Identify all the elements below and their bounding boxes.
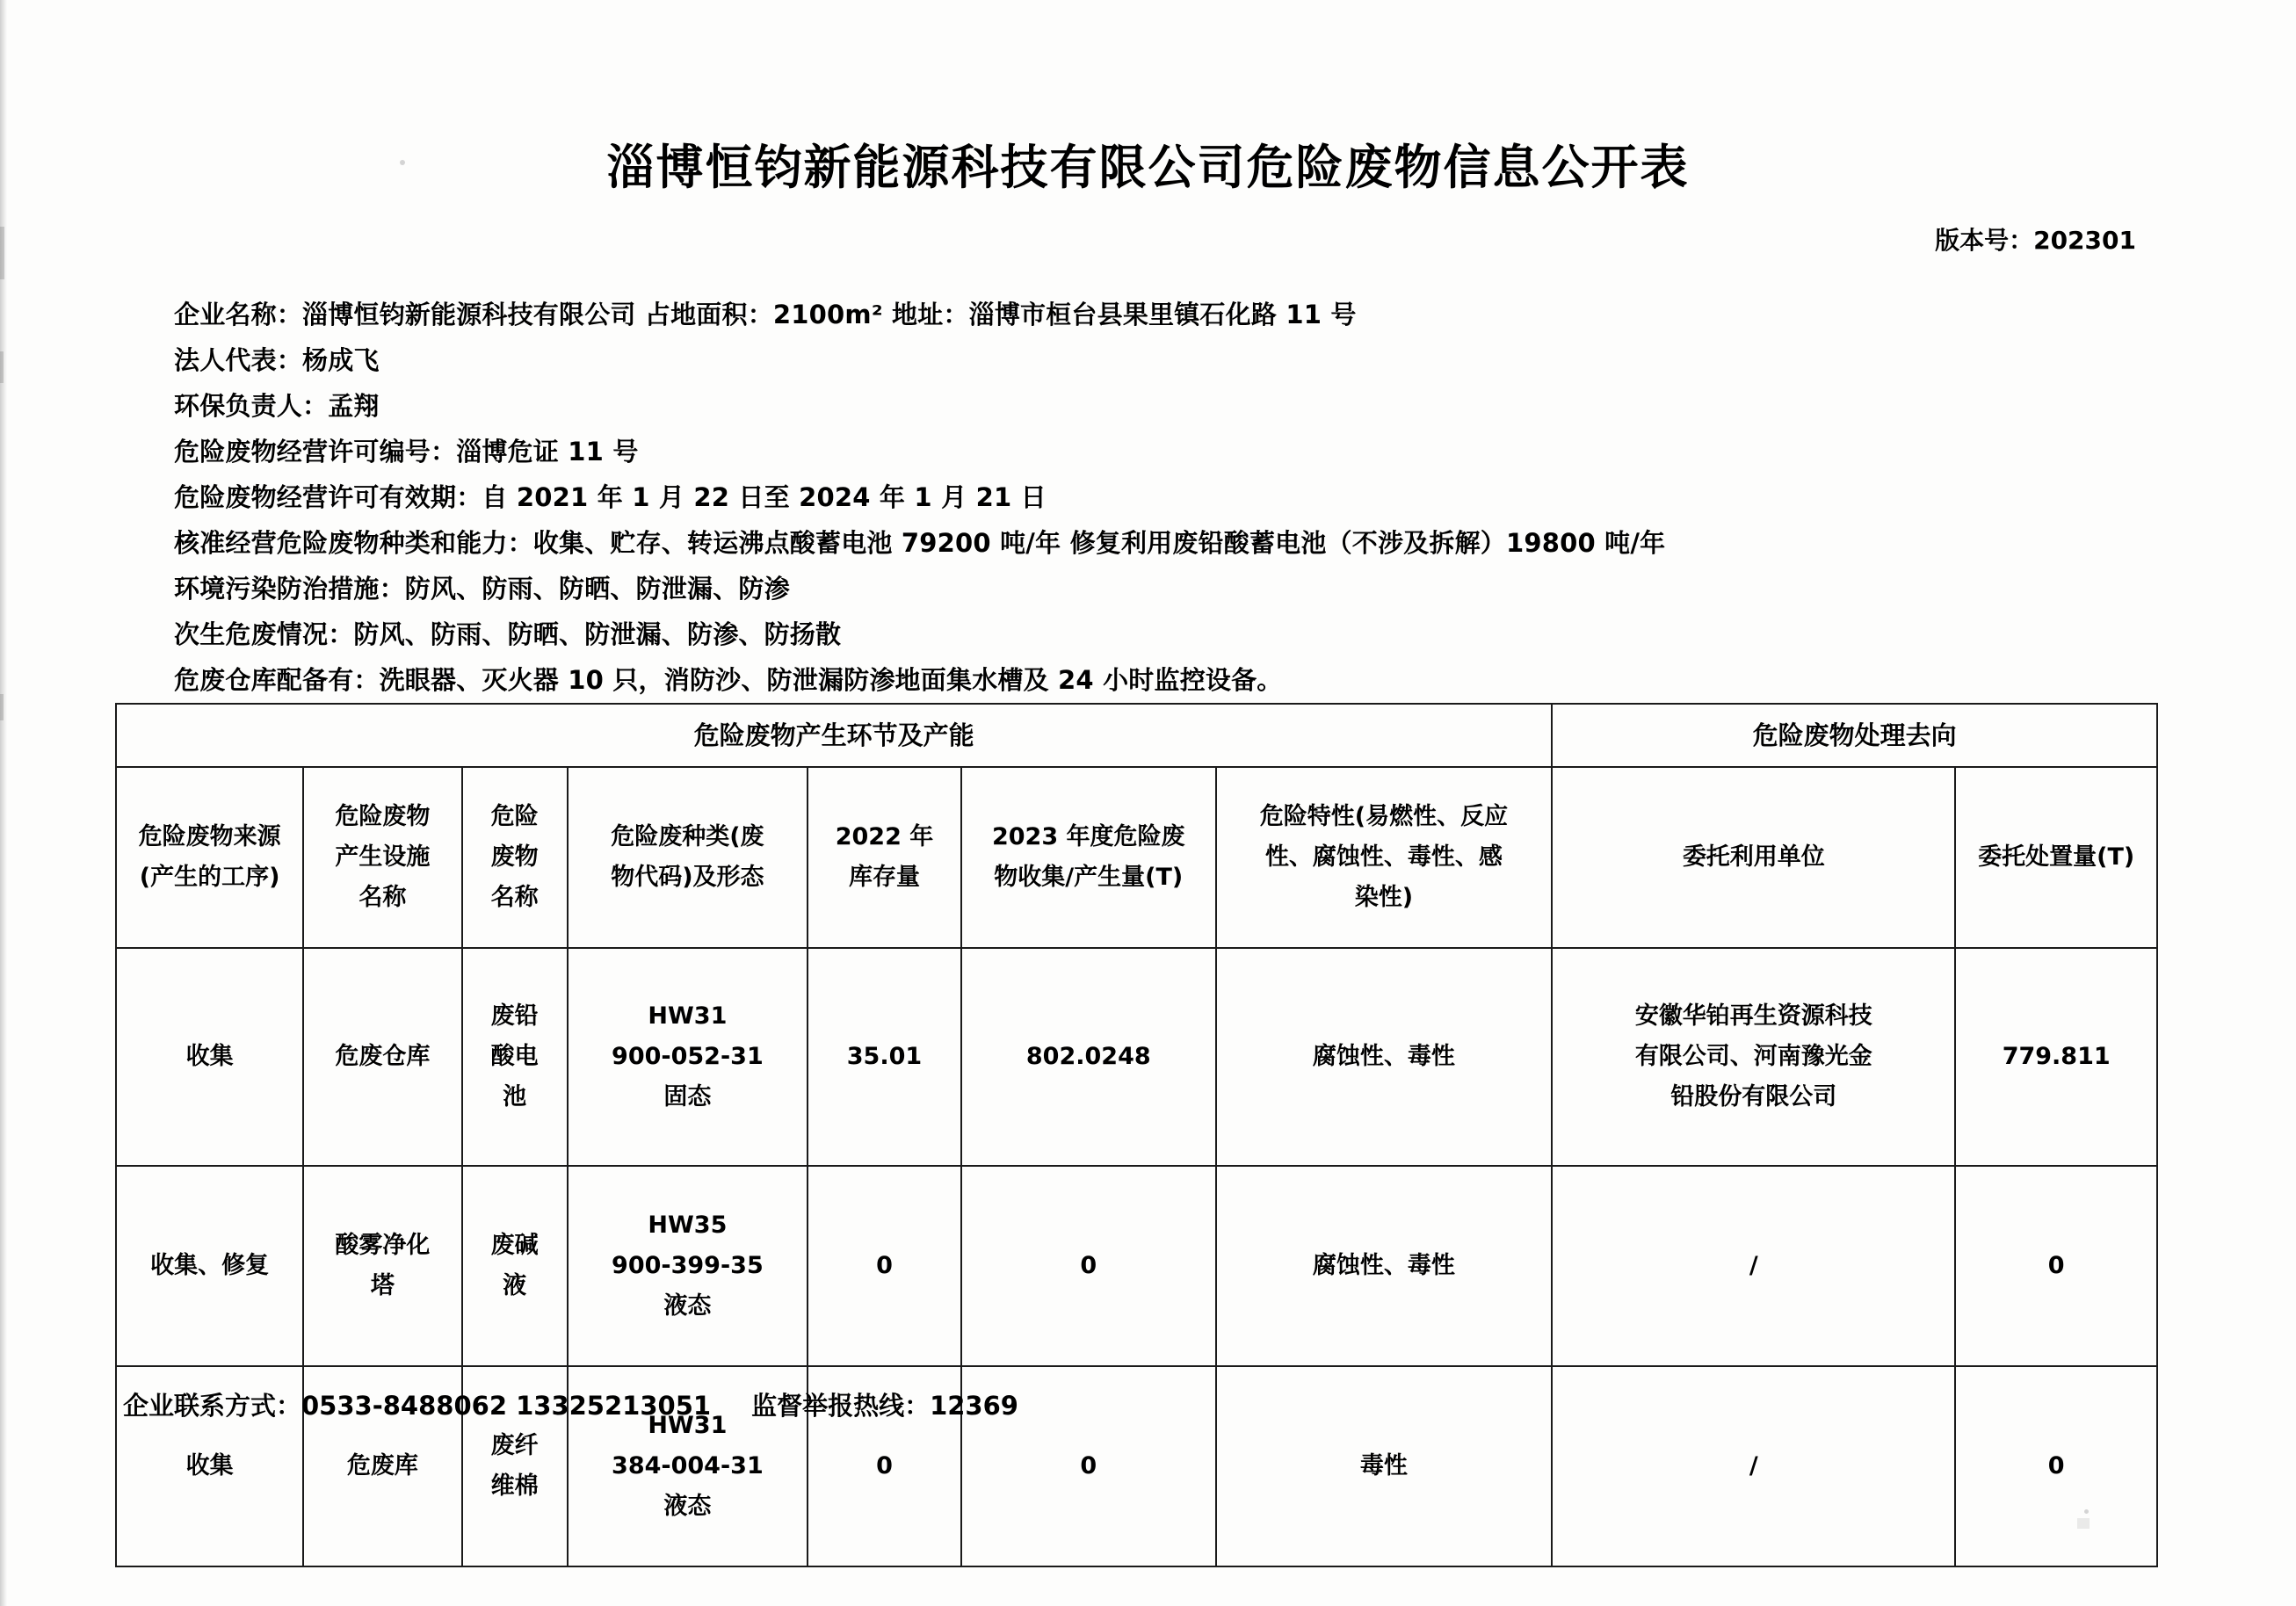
cell-entrusted-unit: /	[1552, 1166, 1955, 1366]
scan-blot-artifact	[0, 694, 4, 720]
cell-stock-2022: 0	[808, 1366, 961, 1566]
column-header-disposal-amount: 委托处置量(T)	[1955, 767, 2157, 948]
info-line-legal-representative: 法人代表：杨成飞	[174, 345, 380, 375]
scan-blot-artifact	[0, 227, 4, 279]
cell-generated-2023: 0	[961, 1166, 1216, 1366]
group-header-generation: 危险废物产生环节及产能	[116, 704, 1552, 767]
info-line-approved-capacity: 核准经营危险废物种类和能力：收集、贮存、转运沸点酸蓄电池 79200 吨/年 修复利用废铅酸蓄电池（不涉及拆解）19800 吨/年	[174, 528, 1666, 558]
cell-stock-2022: 0	[808, 1166, 961, 1366]
cell-hazard-property: 腐蚀性、毒性	[1216, 948, 1553, 1166]
cell-hazard-property: 毒性	[1216, 1366, 1553, 1566]
cell-facility: 危废仓库	[303, 948, 461, 1166]
info-line-warehouse-equipment: 危废仓库配备有：洗眼器、灭火器 10 只，消防沙、防泄漏防渗地面集水槽及 24 小时监控设备。	[174, 665, 1283, 695]
column-header-entrusted-unit: 委托利用单位	[1552, 767, 1955, 948]
cell-source: 收集、修复	[116, 1166, 303, 1366]
table-row	[116, 1166, 2157, 1366]
group-header-disposal: 危险废物处理去向	[1552, 704, 2157, 767]
cell-generated-2023: 802.0248	[961, 948, 1216, 1166]
cell-facility: 危废库	[303, 1366, 461, 1566]
cell-source: 收集	[116, 948, 303, 1166]
info-line-pollution-control: 环境污染防治措施：防风、防雨、防晒、防泄漏、防渗	[174, 574, 790, 604]
table-row	[116, 948, 2157, 1166]
scan-edge-artifact	[0, 0, 7, 1606]
cell-stock-2022: 35.01	[808, 948, 961, 1166]
cell-disposal-amount: 0	[1955, 1166, 2157, 1366]
cell-disposal-amount: 779.811	[1955, 948, 2157, 1166]
footer-hotline-label: 监督举报热线：12369	[751, 1391, 1018, 1421]
cell-facility: 酸雾净化 塔	[303, 1166, 461, 1366]
info-line-permit-validity: 危险废物经营许可有效期：自 2021 年 1 月 22 日至 2024 年 1 月 21 日	[174, 482, 1047, 512]
cell-category-code: HW31 900-052-31 固态	[568, 948, 808, 1166]
footer-contact	[123, 1386, 1018, 1422]
column-header-waste-name: 危险 废物 名称	[462, 767, 568, 948]
cell-category-code: HW35 900-399-35 液态	[568, 1166, 808, 1366]
cell-waste-name: 废纤 维棉	[462, 1366, 568, 1566]
hazardous-waste-table	[115, 703, 2158, 1567]
info-line-environmental-officer: 环保负责人：孟翔	[174, 391, 380, 421]
cell-entrusted-unit: /	[1552, 1366, 1955, 1566]
cell-disposal-amount: 0	[1955, 1366, 2157, 1566]
table-column-header-row	[116, 767, 2157, 948]
column-header-stock-2022: 2022 年 库存量	[808, 767, 961, 948]
cell-source: 收集	[116, 1366, 303, 1566]
cell-entrusted-unit: 安徽华铂再生资源科技 有限公司、河南豫光金 铅股份有限公司	[1552, 948, 1955, 1166]
column-header-source: 危险废物来源 (产生的工序)	[116, 767, 303, 948]
info-line-secondary-waste: 次生危废情况：防风、防雨、防晒、防泄漏、防渗、防扬散	[174, 619, 842, 649]
column-header-hazard-property: 危险特性(易燃性、反应 性、腐蚀性、毒性、感 染性)	[1216, 767, 1553, 948]
table-body	[116, 948, 2157, 1566]
table-group-header-row	[116, 704, 2157, 767]
version-number: 版本号：202301	[1935, 226, 2136, 255]
footer-contact-label: 企业联系方式：0533-8488062 13325213051	[123, 1391, 712, 1421]
cell-category-code: HW31 384-004-31 液态	[568, 1366, 808, 1566]
scan-blot-artifact	[0, 351, 4, 383]
cell-waste-name: 废碱 液	[462, 1166, 568, 1366]
column-header-generated-2023: 2023 年度危险废 物收集/产生量(T)	[961, 767, 1216, 948]
column-header-category-code: 危险废种类(废 物代码)及形态	[568, 767, 808, 948]
info-line-company-name: 企业名称：淄博恒钧新能源科技有限公司 占地面积：2100m² 地址：淄博市桓台县果里镇石化路 11 号	[174, 300, 1357, 329]
info-line-permit-number: 危险废物经营许可编号：淄博危证 11 号	[174, 437, 639, 467]
cell-generated-2023: 0	[961, 1366, 1216, 1566]
column-header-facility: 危险废物 产生设施 名称	[303, 767, 461, 948]
company-info-block	[174, 292, 2177, 703]
cell-hazard-property: 腐蚀性、毒性	[1216, 1166, 1553, 1366]
cell-waste-name: 废铅 酸电 池	[462, 948, 568, 1166]
page-title: 淄博恒钧新能源科技有限公司危险废物信息公开表	[606, 140, 1690, 195]
